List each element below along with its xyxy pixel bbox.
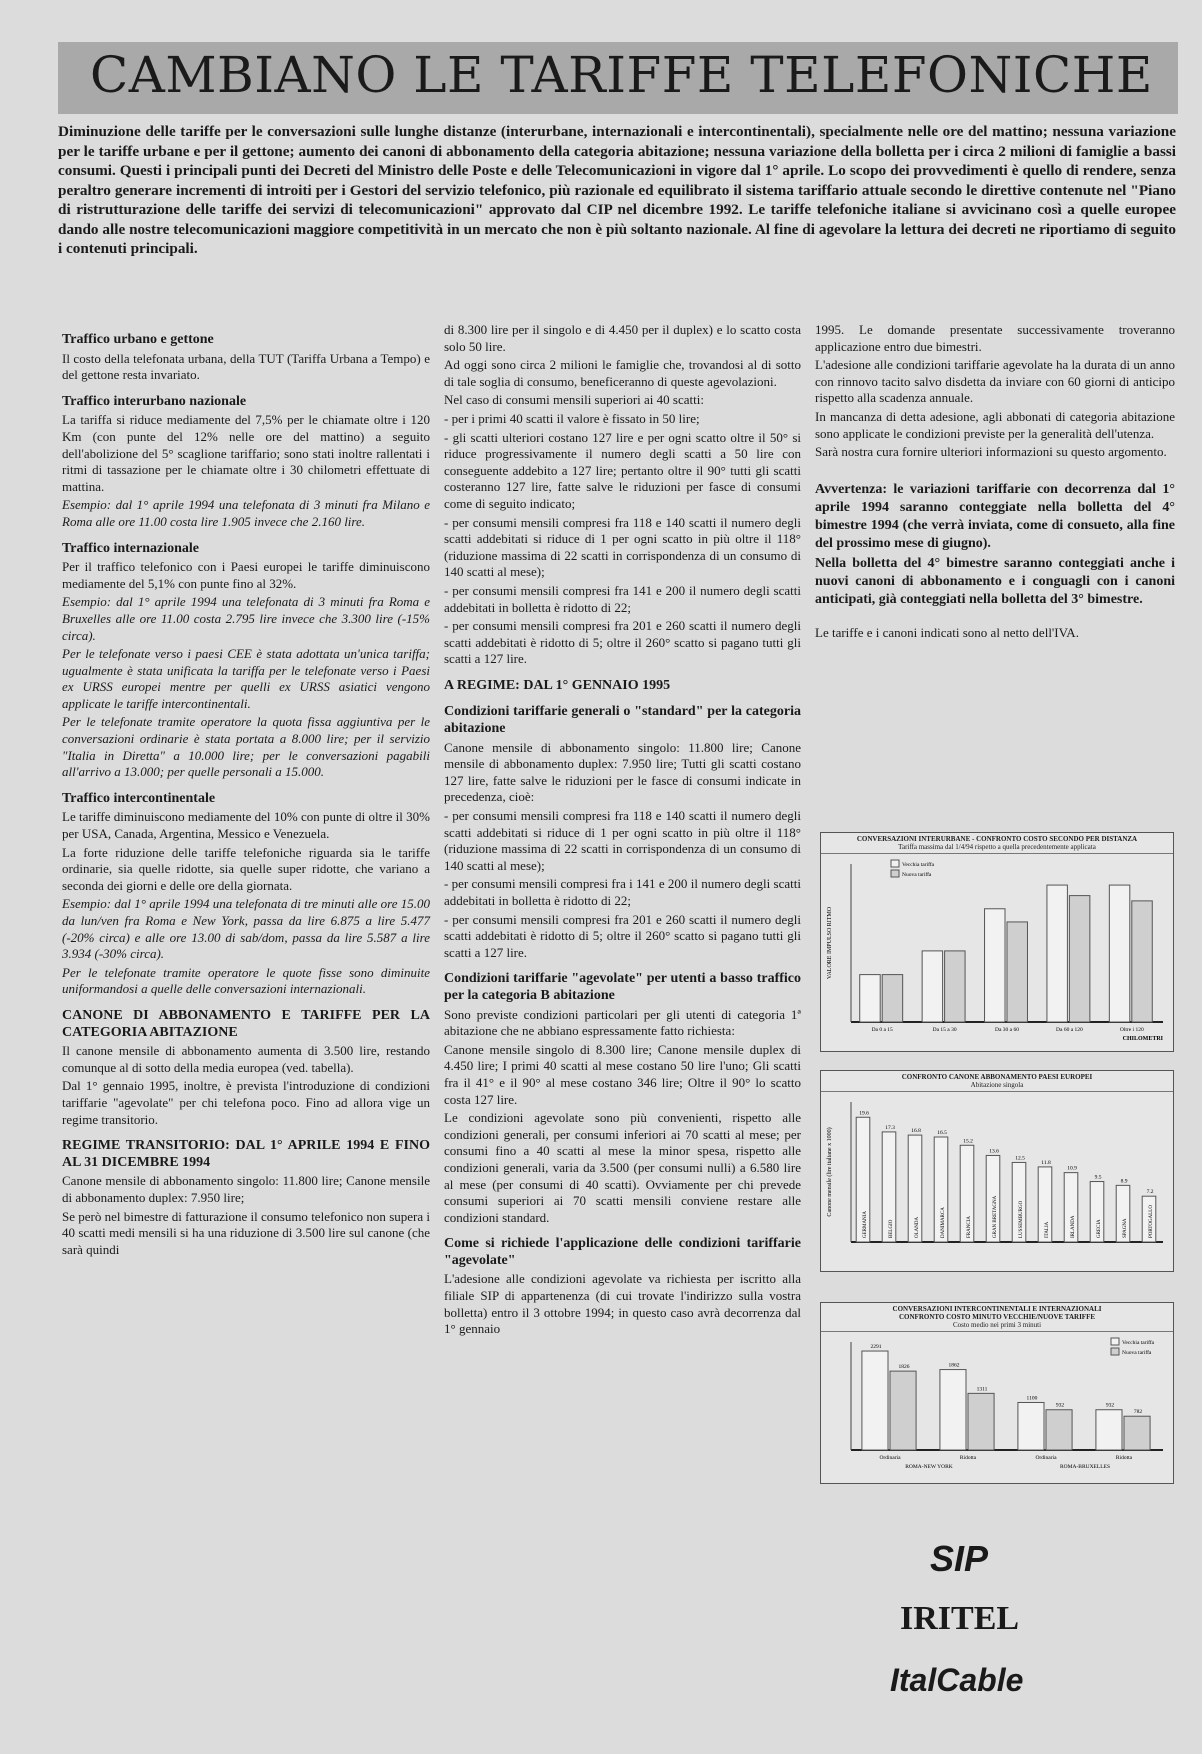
paragraph: La tariffa si riduce mediamente del 7,5% per le chiamate oltre i 120 Km (con punte del 12% nelle ore del mattino) a seguito dell'abolizione del 5° scaglione tariffario; sono stati inoltre rallentati i ritmi di tassazione per le chiamate oltre i 30 chilometri effettuate di mattina. (62, 412, 430, 494)
paragraph: di 8.300 lire per il singolo e di 4.450 per il duplex) e lo scatto costa solo 50 lire. (444, 322, 801, 354)
bar (945, 951, 965, 1022)
paragraph: Sono previste condizioni particolari per gli utenti di categoria 1ª abitazione che ne abbiano espressamente fatto richiesta: (444, 1006, 801, 1039)
x-axis-label: CHILOMETRI (1122, 1036, 1163, 1042)
data-label: 10.9 (1067, 1165, 1077, 1172)
paragraph: L'adesione alle condizioni agevolate va richiesta per iscritto alla filiale SIP di appartenenza (di cui trovate l'indirizzo sulla vostra bolletta) entro il 3 ottobre 1994; in questo caso avrà decorrenza dal 1° gennaio (444, 1271, 801, 1337)
paragraph: Le condizioni agevolate sono più convenienti, rispetto alle condizioni generali, per consumi inferiori ai 70 scatti al mese; per consumi fino a 40 scatti al mese la minor spesa, rispetto alle condizioni generali, varia da 3.500 (per consumi nulli) a 6.580 lire al mese (per consumi di 40 scatti). Ovviamente per chi prevede consumi superiori ai 70 scatti mensili conviene restare alle condizioni standard. (444, 1110, 801, 1225)
paragraph: - per consumi mensili compresi fra 201 e 260 scatti il numero degli scatti addebitati è ridotto di 5; oltre il 260° scatto si pagano tutti gli scatti a 127 lire. (444, 911, 801, 960)
bar (1047, 885, 1067, 1022)
paragraph: Se però nel bimestre di fatturazione il consumo telefonico non supera i 40 scatti medi mensili si ha una riduzione di 3.500 lire sul canone (che sarà quindi (62, 1208, 430, 1257)
column-2 (444, 322, 801, 1340)
tick-label: SPAGNA (1123, 1218, 1128, 1238)
data-label: 13.6 (989, 1148, 999, 1155)
chart-plot (821, 1332, 1173, 1472)
bar (968, 1393, 994, 1450)
chart-subtitle: Tariffa massima dal 1/4/94 rispetto a quella precedentemente applicata (898, 843, 1096, 851)
tick-label: Oltre i 120 (1119, 1027, 1144, 1033)
chart-title: CONVERSAZIONI INTERURBANE - CONFRONTO COSTO SECONDO PER DISTANZA (856, 835, 1138, 843)
paragraph: Canone mensile di abbonamento singolo: 11.800 lire; Canone mensile di abbonamento duplex: 7.950 lire; Tutti gli scatti costano 127 lire, fatte salve le riduzioni per le fasce di consumi indicate in precedenza, cioè: (444, 739, 801, 805)
logo-iritel: IRITEL (900, 1600, 1020, 1637)
paragraph: - per i primi 40 scatti il valore è fissato in 50 lire; (444, 410, 700, 426)
section-heading: Condizioni tariffarie generali o "standard" per la categoria abitazione (444, 704, 801, 737)
group-label: ROMA-NEW YORK (905, 1464, 953, 1470)
paragraph: Il costo della telefonata urbana, della TUT (Tariffa Urbana a Tempo) e del gettone resta invariato. (62, 350, 430, 383)
data-label: 932 (1105, 1402, 1115, 1409)
data-label: 16.5 (937, 1130, 947, 1136)
chart-european-fees (820, 1070, 1174, 1272)
bar (1096, 1410, 1122, 1450)
data-label: 11.8 (1041, 1159, 1051, 1166)
paragraph: - per consumi mensili compresi fra 201 e 260 scatti il numero degli scatti addebitati è ridotto di 5; oltre il 260° scatto si pagano tutti gli scatti a 127 lire. (444, 618, 801, 667)
paragraph: Nel caso di consumi mensili superiori ai 40 scatti: (444, 392, 704, 408)
intro-paragraph: Diminuzione delle tariffe per le conversazioni sulle lunghe distanze (interurbane, internazionali e intercontinentali), specialmente nelle ore del mattino; nessuna variazione per le tariffe urbane e per il gettone; aumento dei canoni di abbonamento della categoria abitazione; nessuna variazione della bolletta per i circa 2 milioni di famiglie a bassi consumi. Questi i principali punti dei Decreti del Ministro delle Poste e delle Telecomunicazioni in vigore dal 1° aprile. Lo scopo dei provvedimenti è quello di rendere, senza peraltro generare incrementi di introiti per i Gestori del servizio telefonico, più razionale ed equilibrato il sistema tariffario attuale secondo le direttive contenute nel "Piano di ristrutturazione delle tariffe dei servizi di telecomunicazioni" approvato dal CIP nel dicembre 1992. Le tariffe telefoniche italiane si avvicinano così a quelle europee dando alle nostre telecomunicazioni maggiore competitività in un mercato che non è più soltanto nazionale. Al fine di agevolare la lettura dei decreti ne riportiamo di seguito i contenuti principali. (58, 123, 1176, 257)
paragraph: In mancanza di detta adesione, agli abbonati di categoria abitazione sono applicate le condizioni previste per la generalità dell'utenza. (815, 408, 1175, 441)
paragraph: - gli scatti ulteriori costano 127 lire e per ogni scatto oltre il 50° si riduce progressivamente il numero degli scatti a 50 lire con conseguente addebito a 127 lire; pertanto oltre il 90° tutti gli scatti costeranno 127 lire, fatte salve le riduzioni per fasce di consumi come di seguito indicato; (444, 429, 801, 511)
section-heading: Traffico urbano e gettone (62, 332, 214, 347)
logo-sip: SIP (930, 1538, 989, 1579)
chart-note: Costo medio nei primi 3 minuti (952, 1321, 1042, 1329)
column-1 (62, 322, 430, 1260)
legend-swatch (891, 870, 899, 877)
tick-label: Ridotta (1115, 1455, 1133, 1461)
data-label: 782 (1133, 1409, 1143, 1416)
data-label: 2291 (870, 1344, 882, 1351)
paragraph: Esempio: dal 1° aprile 1994 una telefonata di 3 minuti fra Milano e Roma alle ore 11.00 costa lire 1.905 invece che 2.160 lire. (62, 497, 430, 529)
chart-subtitle: CONFRONTO COSTO MINUTO VECCHIE/NUOVE TARIFFE (898, 1313, 1096, 1321)
chart-subtitle: Abitazione singola (970, 1081, 1024, 1089)
chart-title: CONFRONTO CANONE ABBONAMENTO PAESI EUROPEI (901, 1073, 1093, 1081)
bar (985, 909, 1005, 1022)
section-heading: Traffico internazionale (62, 540, 199, 556)
page-title: CAMBIANO LE TARIFFE TELEFONICHE (90, 46, 1153, 104)
chart-international-cost (820, 1302, 1174, 1484)
data-label: 8.9 (1120, 1178, 1128, 1185)
group-label: ROMA-BRUXELLES (1059, 1464, 1111, 1470)
paragraph: - per consumi mensili compresi fra 141 e 200 il numero degli scatti addebitati in bolletta è ridotto di 22; (444, 582, 801, 615)
paragraph: 1995. Le domande presentate successivamente troveranno applicazione entro due bimestri. (815, 322, 1175, 354)
bar (922, 951, 942, 1022)
tick-label: BELGIO (889, 1219, 894, 1238)
paragraph: - per consumi mensili compresi fra 118 e 140 scatti il numero degli scatti addebitati si riduce di 1 per ogni scatto in più oltre il 118° (riduzione massima di 22 scatti in corrispondenza di un consumo di 140 scatti al mese); (444, 514, 801, 580)
paragraph: - per consumi mensili compresi fra i 141 e 200 il numero degli scatti addebitati in bolletta è ridotto di 22; (444, 876, 801, 908)
tick-label: OLANDA (915, 1216, 920, 1238)
tick-label: Ridotta (959, 1455, 977, 1461)
paragraph: Avvertenza: le variazioni tariffarie con decorrenza dal 1° aprile 1994 saranno conteggiate nella bolletta del 4° bimestre 1994 (che verrà inviata, come di consueto, alla fine del prossimo mese di giugno). (815, 481, 1175, 551)
data-label: 1311 (976, 1386, 988, 1393)
bar (940, 1370, 966, 1450)
bar (1124, 1416, 1150, 1450)
paragraph: Dal 1° gennaio 1995, inoltre, è prevista l'introduzione di condizioni tariffarie "agevolate" per chi telefona poco. Fino ad allora vige un regime transitorio. (62, 1078, 430, 1127)
bar (890, 1371, 916, 1450)
section-heading: Traffico interurbano nazionale (62, 393, 247, 409)
y-axis-label: Canone mensile (lire italiane x 1000) (827, 1127, 833, 1217)
bar (860, 975, 880, 1022)
paragraph: Canone mensile singolo di 8.300 lire; Canone mensile duplex di 4.450 lire; I primi 40 scatti al mese costano 50 lire l'uno; Gli scatti fra il 41° e il 90° al mese costano 346 lire; Oltre il 90° lo scatto costa 127 lire. (444, 1041, 801, 1107)
legend-label: Vecchia tariffa (1122, 1340, 1155, 1346)
paragraph: Esempio: dal 1° aprile 1994 una telefonata di 3 minuti fra Roma e Bruxelles alle ore 11.00 costa 2.795 lire invece che 3.300 lire (-15% circa). (62, 594, 430, 643)
paragraph: Sarà nostra cura fornire ulteriori informazioni su questo argomento. (815, 444, 1167, 460)
data-label: 16.8 (911, 1128, 921, 1135)
tick-label: Ordinaria (1035, 1455, 1057, 1461)
legend-label: Nuova tariffa (1122, 1350, 1152, 1356)
paragraph: Le tariffe diminuiscono mediamente del 10% con punte di oltre il 30% per USA, Canada, Argentina, Messico e Venezuela. (62, 809, 430, 842)
section-heading: Traffico intercontinentale (62, 790, 216, 806)
logo-italcable: ItalCable (890, 1662, 1024, 1698)
paragraph: Nella bolletta del 4° bimestre saranno conteggiati anche i nuovi canoni di abbonamento e i conguagli con i canoni anticipati, già conteggiati nella bolletta del 3° bimestre. (815, 555, 1175, 607)
paragraph: Per le telefonate verso i paesi CEE è stata adottata un'unica tariffa; ugualmente è stata unificata la tariffa per le telefonate verso i Paesi ex URSS europei mentre per quelli ex URSS asiatici vengono applicate le tariffe intercontinentali. (62, 646, 430, 711)
bar (1018, 1402, 1044, 1450)
data-label: 17.3 (885, 1124, 895, 1131)
tick-label: IRLANDA (1071, 1215, 1076, 1238)
chart-plot (821, 1092, 1173, 1264)
legend-label: Nuova tariffa (902, 872, 932, 878)
legend-swatch (891, 860, 899, 867)
paragraph: Per le telefonate tramite operatore la quota fissa aggiuntiva per le conversazioni ordinarie è stata portata a 8.000 lire; per il servizio "Italia in Diretta" a 10.000 lire; per le conversazioni pagabili all'arrivo a 13.000; per quelle personali a 15.000. (62, 714, 430, 780)
tick-label: GRAN BRETAGNA (993, 1195, 998, 1238)
section-heading: A REGIME: DAL 1° GENNAIO 1995 (444, 677, 671, 693)
paragraph: Il canone mensile di abbonamento aumenta di 3.500 lire, restando comunque al di sotto della media europea (ved. tabella). (62, 1043, 430, 1075)
data-label: 19.6 (859, 1110, 869, 1117)
bar (1007, 922, 1027, 1022)
paragraph: Per il traffico telefonico con i Paesi europei le tariffe diminuiscono mediamente del 5,1% con punte fino al 32%. (62, 559, 430, 591)
tick-label: PORTOGALLO (1149, 1205, 1154, 1238)
bar (1046, 1410, 1072, 1450)
chart-plot (821, 854, 1173, 1044)
section-heading: Come si richiede l'applicazione delle condizioni tariffarie "agevolate" (444, 1236, 801, 1268)
bar (1132, 901, 1152, 1022)
paragraph: - per consumi mensili compresi fra 118 e 140 scatti il numero degli scatti addebitati si riduce di 1 per ogni scatto in più oltre il 118° (riduzione massima di 22 scatti in corrispondenza di un consumo di 140 scatti al mese); (444, 808, 801, 873)
bar (1069, 896, 1089, 1022)
tick-label: Da 60 a 120 (1056, 1027, 1083, 1033)
bar (862, 1351, 888, 1450)
data-label: 9.5 (1094, 1174, 1102, 1181)
paragraph: Le tariffe e i canoni indicati sono al netto dell'IVA. (815, 624, 1079, 640)
tick-label: LUSSEMBURGO (1019, 1200, 1024, 1238)
paragraph: Per le telefonate tramite operatore le quote fisse sono diminuite uniformandosi a quelle delle conversazioni internazionali. (62, 964, 430, 997)
column-3 (815, 322, 1175, 643)
paragraph: Canone mensile di abbonamento singolo: 11.800 lire; Canone mensile di abbonamento duplex: 7.950 lire; (62, 1173, 430, 1205)
section-heading: Condizioni tariffarie "agevolate" per utenti a basso traffico per la categoria B abitazione (444, 971, 801, 1003)
bar (1109, 885, 1129, 1022)
tick-label: Ordinaria (879, 1455, 901, 1461)
data-label: 1826 (898, 1364, 910, 1371)
tick-label: DANIMARCA (941, 1207, 946, 1238)
data-label: 7.2 (1146, 1189, 1154, 1196)
bar (882, 975, 902, 1022)
data-label: 12.5 (1015, 1155, 1025, 1162)
tick-label: Da 30 a 60 (995, 1027, 1019, 1033)
y-axis-label: VALORE IMPULSO RITMO (827, 906, 833, 980)
chart-title: CONVERSAZIONI INTERCONTINENTALI E INTERNAZIONALI (892, 1305, 1102, 1313)
tick-label: Da 0 a 15 (871, 1027, 893, 1033)
section-heading: CANONE DI ABBONAMENTO E TARIFFE PER LA CATEGORIA ABITAZIONE (62, 1007, 430, 1040)
paragraph: Ad oggi sono circa 2 milioni le famiglie che, trovandosi al di sotto di tale soglia di consumo, beneficeranno di queste agevolazioni. (444, 357, 801, 389)
tick-label: GRECIA (1097, 1219, 1102, 1238)
data-label: 1100 (1026, 1395, 1038, 1402)
chart-interurban-cost (820, 832, 1174, 1052)
legend-swatch (1111, 1338, 1119, 1345)
paragraph: L'adesione alle condizioni tariffarie agevolate ha la durata di un anno con rinnovo tacito salvo disdetta da inviare con 60 giorni di anticipo rispetto alla scadenza annuale. (815, 357, 1175, 406)
data-label: 1862 (948, 1362, 960, 1369)
tick-label: Da 15 a 30 (932, 1027, 957, 1033)
tick-label: GERMANIA (863, 1211, 868, 1238)
data-label: 932 (1055, 1402, 1065, 1409)
tick-label: FRANCIA (967, 1216, 972, 1238)
legend-swatch (1111, 1348, 1119, 1355)
paragraph: Esempio: dal 1° aprile 1994 una telefonata di tre minuti alle ore 15.00 da lun/ven fra Roma e New York, passa da lire 6.875 a lire 5.477 (-20% circa) e alle ore 13.00 di sab/dom, passa da lire 5.587 a lire 3.934 (-30% circa). (62, 896, 430, 962)
tick-label: ITALIA (1045, 1221, 1050, 1238)
data-label: 15.2 (963, 1138, 973, 1145)
paragraph: La forte riduzione delle tariffe telefoniche riguarda sia le tariffe ordinarie, sia quelle ridotte, sia quelle super ridotte, che variano a seconda dei giorni e delle ore della giornata. (62, 844, 430, 893)
section-heading: REGIME TRANSITORIO: DAL 1° APRILE 1994 E FINO AL 31 DICEMBRE 1994 (62, 1138, 430, 1170)
legend-label: Vecchia tariffa (902, 862, 935, 868)
